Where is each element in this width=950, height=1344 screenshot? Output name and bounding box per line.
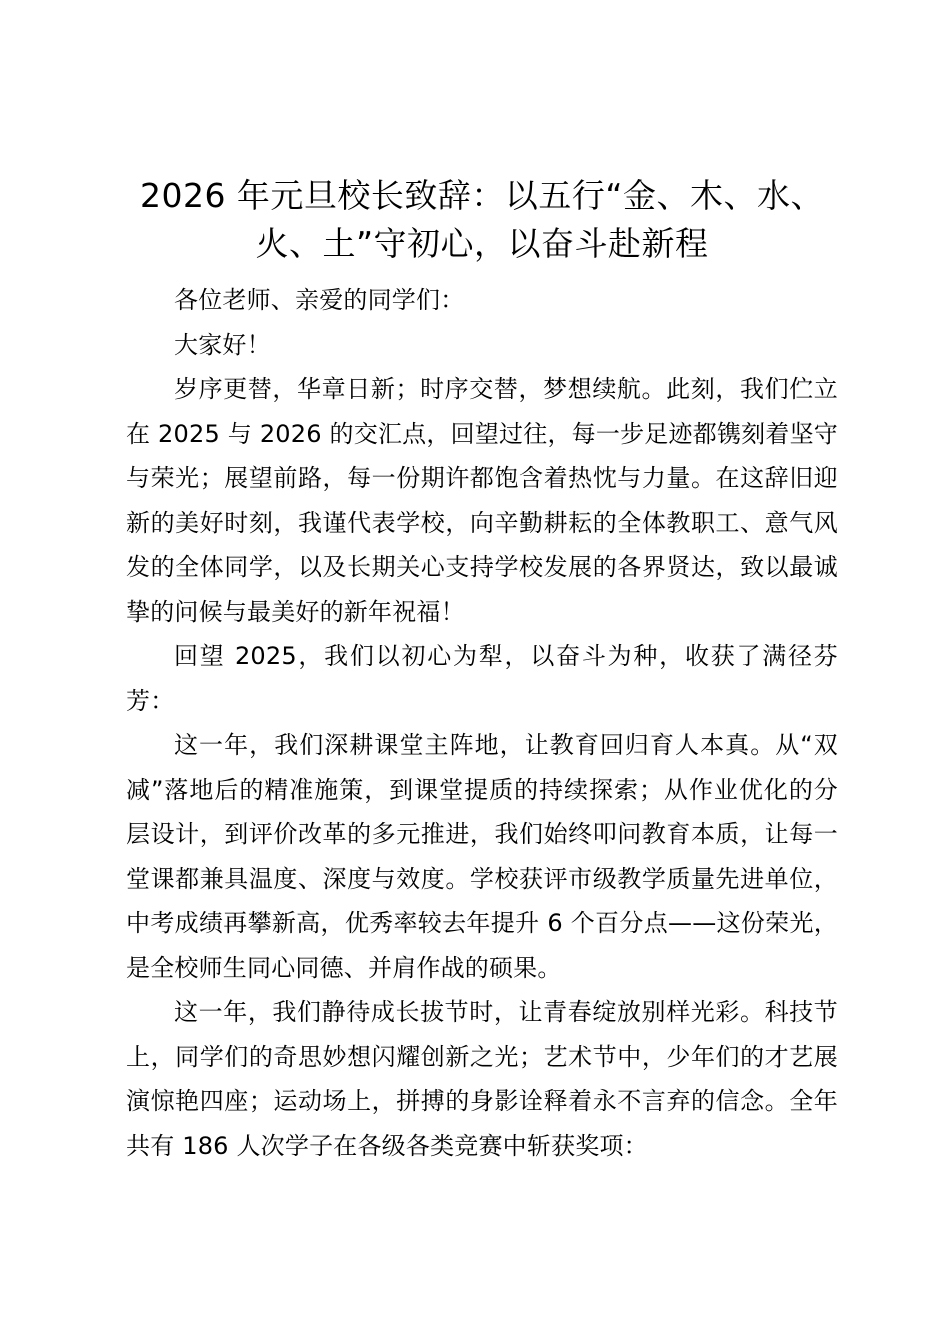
paragraph: 这一年，我们深耕课堂主阵地，让教育回归育人本真。从“双减”落地后的精准施策，到课堂提质的持续探索；从作业优化的分层设计，到评价改革的多元推进，我们始终叩问教育本质，让每一堂课都兼具温度、深度与效度。学校获评市级教学质量先进单位，中考成绩再攀新高，优秀率较去年提升 6 个百分点——这份荣光，是全校师生同心同德、并肩作战的硕果。 bbox=[126, 731, 838, 982]
document-title: 2026 年元旦校长致辞：以五行“金、木、水、火、土”守初心，以奋斗赴新程 bbox=[139, 176, 825, 263]
document-page bbox=[126, 172, 838, 1168]
paragraph: 回望 2025，我们以初心为犁，以奋斗为种，收获了满径芬芳： bbox=[126, 642, 838, 715]
paragraph: 这一年，我们静待成长拔节时，让青春绽放别样光彩。科技节上，同学们的奇思妙想闪耀创新之光；艺术节中，少年们的才艺展演惊艳四座；运动场上，拼搏的身影诠释着永不言弃的信念。全年共有 186 人次学子在各级各类竞赛中斩获奖项： bbox=[126, 998, 838, 1160]
salutation: 各位老师、亲爱的同学们： bbox=[174, 286, 465, 314]
greeting: 大家好！ bbox=[174, 330, 271, 359]
paragraph: 岁序更替，华章日新；时序交替，梦想续航。此刻，我们伫立在 2025 与 2026 的交汇点，回望过往，每一步足迹都镌刻着坚守与荣光；展望前路，每一份期许都饱含着热忱与力量。在这辞旧迎新的美好时刻，我谨代表学校，向辛勤耕耘的全体教职工、意气风发的全体同学，以及长期关心支持学校发展的各界贤达，致以最诚挚的问候与最美好的新年祝福！ bbox=[126, 375, 838, 626]
